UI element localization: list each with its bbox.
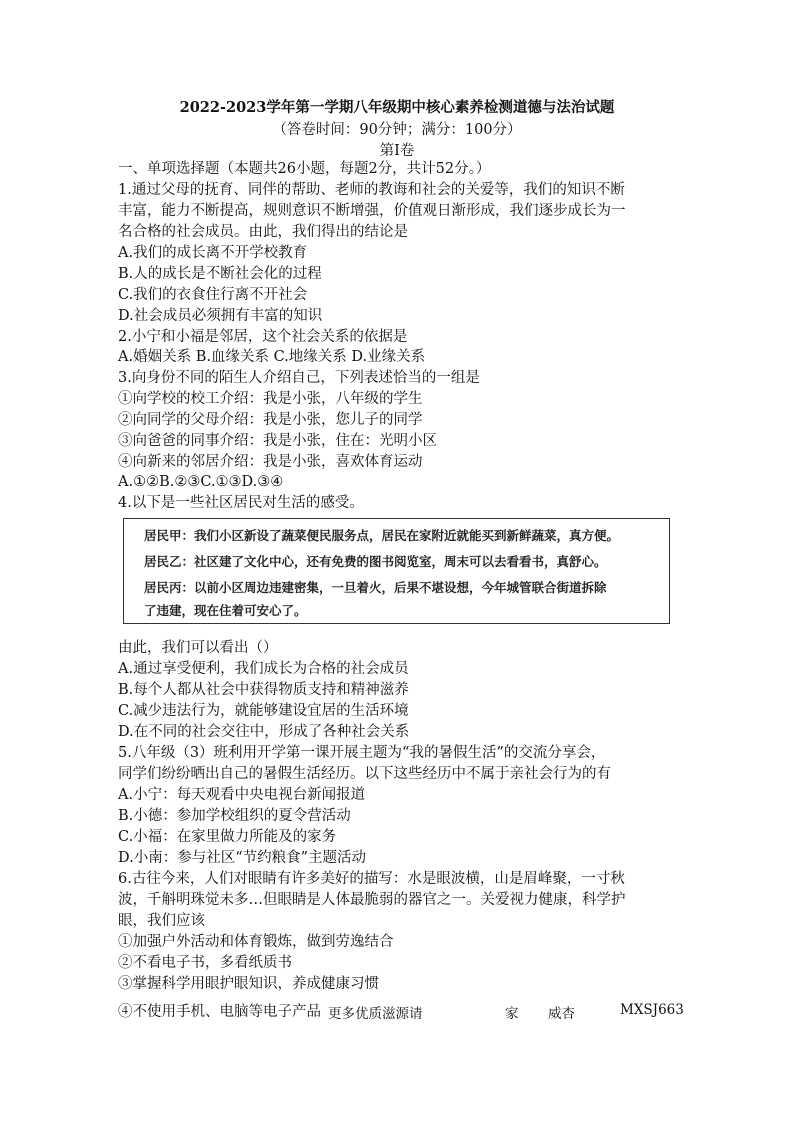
- watermark-text: 更多优质滋源请: [328, 1006, 423, 1022]
- q6-item-4: ④不使用手机、电脑等电子产品: [118, 1004, 321, 1020]
- q1-option-b: B.人的成长是不断社会化的过程: [118, 266, 322, 282]
- q1-stem-line-2: 丰富，能力不断提高，规则意识不断增强，价值观日渐形成，我们逐步成长为一: [118, 203, 626, 219]
- q6-item-1: ①加强户外活动和体育锻炼，做到劳逸结合: [118, 934, 394, 950]
- q5-option-c: C.小福：在家里做力所能及的家务: [118, 829, 337, 845]
- resident-c-quote-line-2: 了违建，现在住着可安心了。: [144, 603, 307, 618]
- q4-option-b: B.每个人都从社会中获得物质支持和精神滋养: [118, 682, 409, 698]
- q1-option-a: A.我们的成长离不开学校教育: [118, 245, 308, 261]
- q2-options: A.婚姻关系 B.血缘关系 C.地缘关系 D.业缘关系: [118, 349, 426, 365]
- q6-stem-line-1: 6.古往今来，人们对眼睛有许多美好的描写：水是眼波横，山是眉峰聚，一寸秋: [118, 871, 625, 887]
- q2-stem: 2.小宁和小福是邻居，这个社会关系的依据是: [118, 329, 408, 345]
- watermark-id: MXSJ663: [620, 1002, 684, 1018]
- q3-item-2: ②向同学的父母介绍：我是小张，您儿子的同学: [118, 412, 423, 428]
- q3-item-1: ①向学校的校工介绍：我是小张，八年级的学生: [118, 391, 423, 407]
- q4-stem: 4.以下是一些社区居民对生活的感受。: [118, 495, 364, 511]
- q5-stem-line-2: 同学们纷纷晒出自己的暑假生活经历。以下这些经历中不属于亲社会行为的有: [118, 766, 611, 782]
- q1-stem-line-3: 名合格的社会成员。由此，我们得出的结论是: [118, 224, 408, 240]
- q3-item-3: ③向爸爸的同事介绍：我是小张，住在：光明小区: [118, 433, 437, 449]
- q5-option-d: D.小南：参与社区“节约粮食”主题活动: [118, 850, 367, 866]
- q5-option-b: B.小德：参加学校组织的夏令营活动: [118, 808, 351, 824]
- q1-stem-line-1: 1.通过父母的抚育、同伴的帮助、老师的教诲和社会的关爱等，我们的知识不断: [118, 182, 625, 198]
- q3-stem: 3.向身份不同的陌生人介绍自己，下列表述恰当的一组是: [118, 370, 480, 386]
- exam-info: （答卷时间：90分钟；满分：100分）: [272, 122, 522, 138]
- resident-quotes-box: [123, 518, 670, 624]
- q3-item-4: ④向新来的邻居介绍：我是小张，喜欢体育运动: [118, 454, 423, 470]
- watermark-name: 威杏: [548, 1006, 575, 1022]
- q6-item-3: ③掌握科学用眼护眼知识，养成健康习惯: [118, 976, 379, 992]
- exam-title: 2022-2023学年第一学期八年级期中核心素养检测道德与法治试题: [179, 99, 615, 116]
- q1-option-c: C.我们的衣食住行离不开社会: [118, 287, 308, 303]
- q4-stem-2: 由此，我们可以看出（）: [118, 640, 278, 656]
- watermark-char: 家: [505, 1006, 519, 1022]
- q6-stem-line-2: 波，千斛明珠觉未多…但眼睛是人体最脆弱的器官之一。关爱视力健康，科学护: [118, 892, 626, 908]
- q4-option-c: C.减少违法行为，就能够建设宜居的生活环境: [118, 703, 409, 719]
- volume-label: 第Ⅰ卷: [379, 143, 415, 159]
- q4-option-a: A.通过享受便利，我们成长为合格的社会成员: [118, 661, 409, 677]
- section-heading: 一、单项选择题（本题共26小题，每题2分，共计52分。）: [118, 161, 491, 177]
- q5-option-a: A.小宁：每天观看中央电视台新闻报道: [118, 787, 366, 803]
- q6-stem-line-3: 眼，我们应该: [118, 913, 205, 929]
- q5-stem-line-1: 5.八年级（3）班利用开学第一课开展主题为“我的暑假生活”的交流分享会，: [118, 745, 606, 761]
- resident-a-quote: 居民甲：我们小区新设了蔬菜便民服务点，居民在家附近就能买到新鲜蔬菜，真方便。: [144, 528, 620, 543]
- resident-b-quote: 居民乙：社区建了文化中心，还有免费的图书阅览室，周末可以去看看书，真舒心。: [144, 554, 607, 569]
- resident-c-quote-line-1: 居民丙：以前小区周边违建密集，一旦着火，后果不堪设想，今年城管联合街道拆除: [144, 580, 607, 595]
- q3-options: A.①②B.②③C.①③D.③④: [118, 474, 284, 490]
- q4-option-d: D.在不同的社会交往中，形成了各种社会关系: [118, 724, 410, 740]
- q1-option-d: D.社会成员必须拥有丰富的知识: [118, 308, 323, 324]
- q6-item-2: ②不看电子书，多看纸质书: [118, 955, 292, 971]
